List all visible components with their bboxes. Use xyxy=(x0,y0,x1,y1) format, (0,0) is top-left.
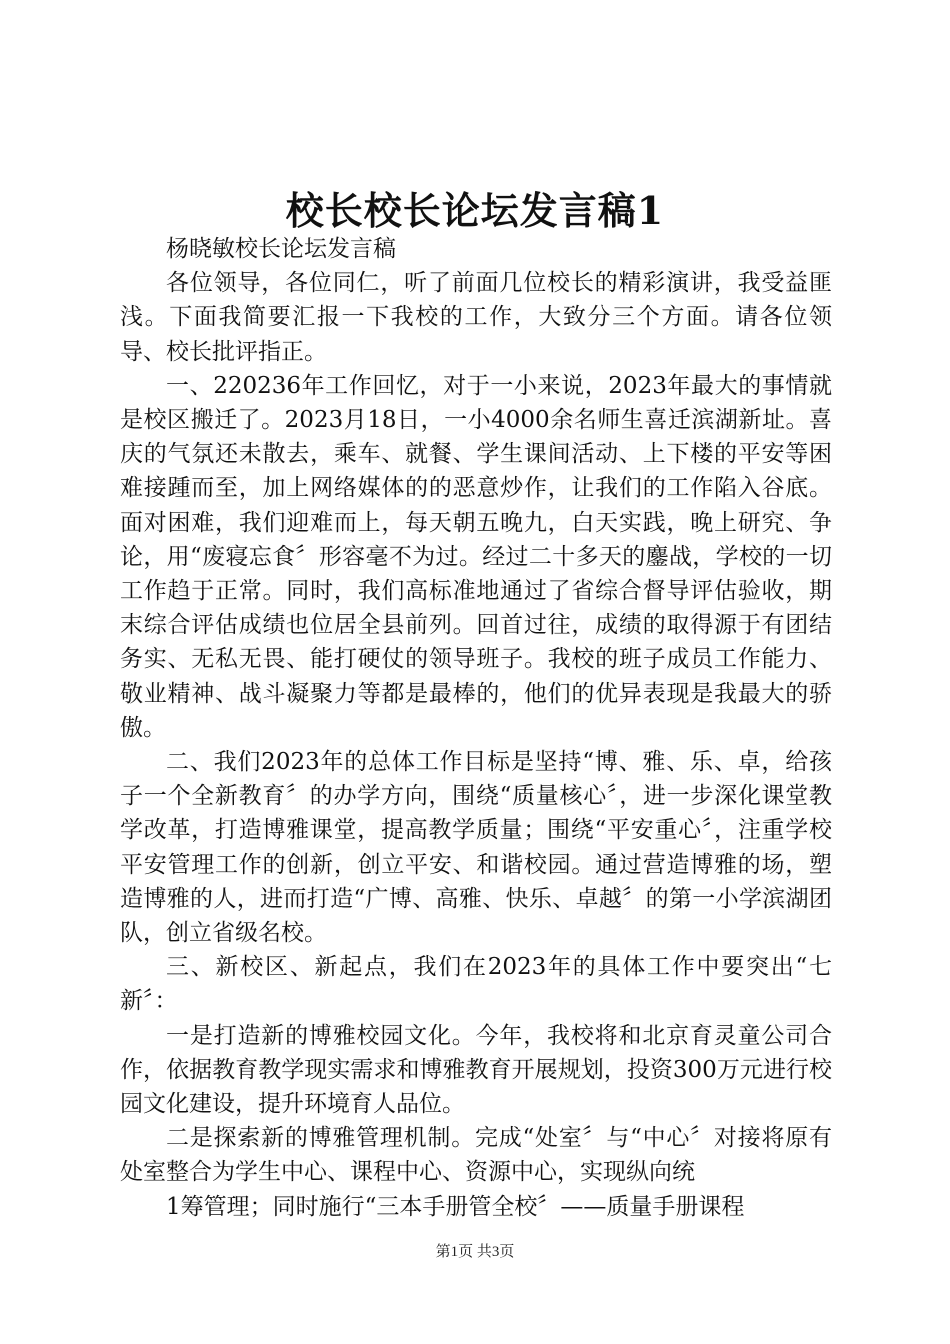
paragraph-subtitle: 杨晓敏校长论坛发言稿 xyxy=(166,236,396,262)
paragraph-continuation: 1筹管理；同时施行“三本手册管全校〞——质量手册课程 xyxy=(166,1193,745,1220)
document-body xyxy=(120,232,832,1224)
paragraph-section-two: 二、我们2023年的总体工作目标是坚持“博、雅、乐、卓，给孩子一个全新教育〞的办学方向，围绕“质量核心〞，进一步深化课堂教学改革，打造博雅课堂，提高教学质量；围绕“平安重心〞，注重学校平安管理工作的创新，创立平安、和谐校园。通过营造博雅的场，塑造博雅的人，进而打造“广博、高雅、快乐、卓越〞的第一小学滨湖团队，创立省级名校。 xyxy=(120,749,832,947)
paragraph-item-one: 一是打造新的博雅校园文化。今年，我校将和北京育灵童公司合作，依据教育教学现实需求和博雅教育开展规划，投资300万元进行校园文化建设，提升环境育人品位。 xyxy=(120,1022,832,1118)
paragraph-item-two: 二是探索新的博雅管理机制。完成“处室〞与“中心〞对接将原有处室整合为学生中心、课程中心、资源中心，实现纵向统 xyxy=(120,1125,832,1186)
page-title: 校长校长论坛发言稿1 xyxy=(285,188,665,233)
paragraph-section-three: 三、新校区、新起点，我们在2023年的具体工作中要突出“七新〞： xyxy=(120,954,832,1015)
paragraph-opening: 各位领导，各位同仁，听了前面几位校长的精彩演讲，我受益匪浅。下面我简要汇报一下我校的工作，大致分三个方面。请各位领导、校长批评指正。 xyxy=(120,270,832,365)
page-number: 第1页 共3页 xyxy=(435,1244,515,1260)
paragraph-section-one: 一、220236年工作回忆，对于一小来说，2023年最大的事情就是校区搬迁了。2023月18日，一小4000余名师生喜迁滨湖新址。喜庆的气氛还未散去，乘车、就餐、学生课间活动、上下楼的平安等困难接踵而至，加上网络媒体的的恶意炒作，让我们的工作陷入谷底。面对困难，我们迎难而上，每天朝五晚九，白天实践，晚上研究、争论，用“废寝忘食〞形容毫不为过。经过二十多天的鏖战，学校的一切工作趋于正常。同时，我们高标准地通过了省综合督导评估验收，期末综合评估成绩也位居全县前列。回首过往，成绩的取得源于有团结务实、无私无畏、能打硬仗的领导班子。我校的班子成员工作能力、敬业精神、战斗凝聚力等都是最棒的，他们的优异表现是我最大的骄傲。 xyxy=(120,372,832,741)
